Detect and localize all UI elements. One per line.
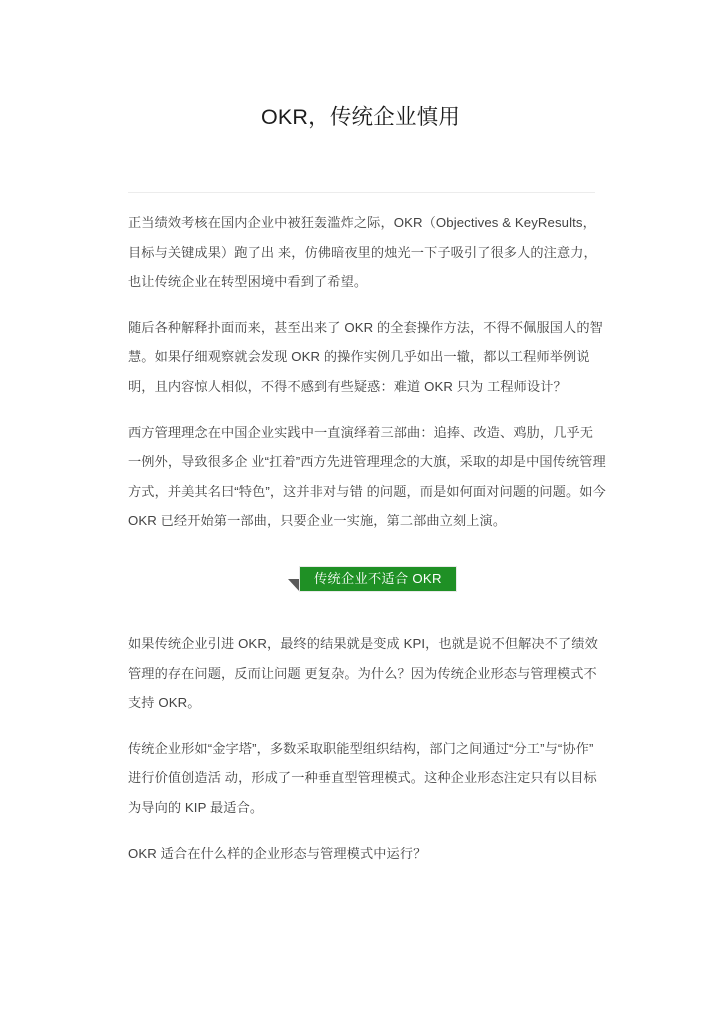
body-paragraph: 传统企业形如“金字塔”，多数采取职能型组织结构，部门之间通过“分工”与“协作”进行价值创造活 动，形成了一种垂直型管理模式。这种企业形态注定只有以目标为导向的 KIP 最适合。 (128, 740, 597, 815)
body-paragraph: 正当绩效考核在国内企业中被狂轰滥炸之际，OKR（Objectives & KeyResults，目标与关键成果）跑了出 来，仿佛暗夜里的烛光一下子吸引了很多人的注意力，也让传统企业在转型困境中看到了希望。 (128, 215, 597, 290)
document-body (128, 208, 606, 868)
body-paragraph: 如果传统企业引进 OKR，最终的结果就是变成 KPI，也就是说不但解决不了绩效管理的存在问题，反而让问题 更复杂。为什么？因为传统企业形态与管理模式不支持 OKR。 (128, 635, 598, 711)
header-divider (128, 192, 595, 193)
body-paragraph: OKR 适合在什么样的企业形态与管理模式中运行？ (128, 845, 427, 861)
callout-banner (128, 567, 606, 601)
ribbon-tail-icon (288, 579, 300, 592)
page-title: OKR，传统企业慎用 (260, 105, 461, 130)
body-paragraph: 西方管理理念在中国企业实践中一直演绎着三部曲：追捧、改造、鸡肋，几乎无一例外，导致很多企 业“扛着”西方先进管理理念的大旗，采取的却是中国传统管理方式，并美其名曰“特色”，这并非对与错 的问题，而是如何面对问题的问题。如今 OKR 已经开始第一部曲，只要企业一实施，第二部曲立刻上演。 (128, 424, 606, 529)
callout-label: 传统企业不适合 OKR (300, 567, 456, 591)
body-paragraph: 随后各种解释扑面而来，甚至出来了 OKR 的全套操作方法，不得不佩服国人的智慧。如果仔细观察就会发现 OKR 的操作实例几乎如出一辙，都以工程师举例说明，且内容惊人相似，不得不感到有些疑惑：难道 OKR 只为 工程师设计？ (128, 319, 603, 394)
